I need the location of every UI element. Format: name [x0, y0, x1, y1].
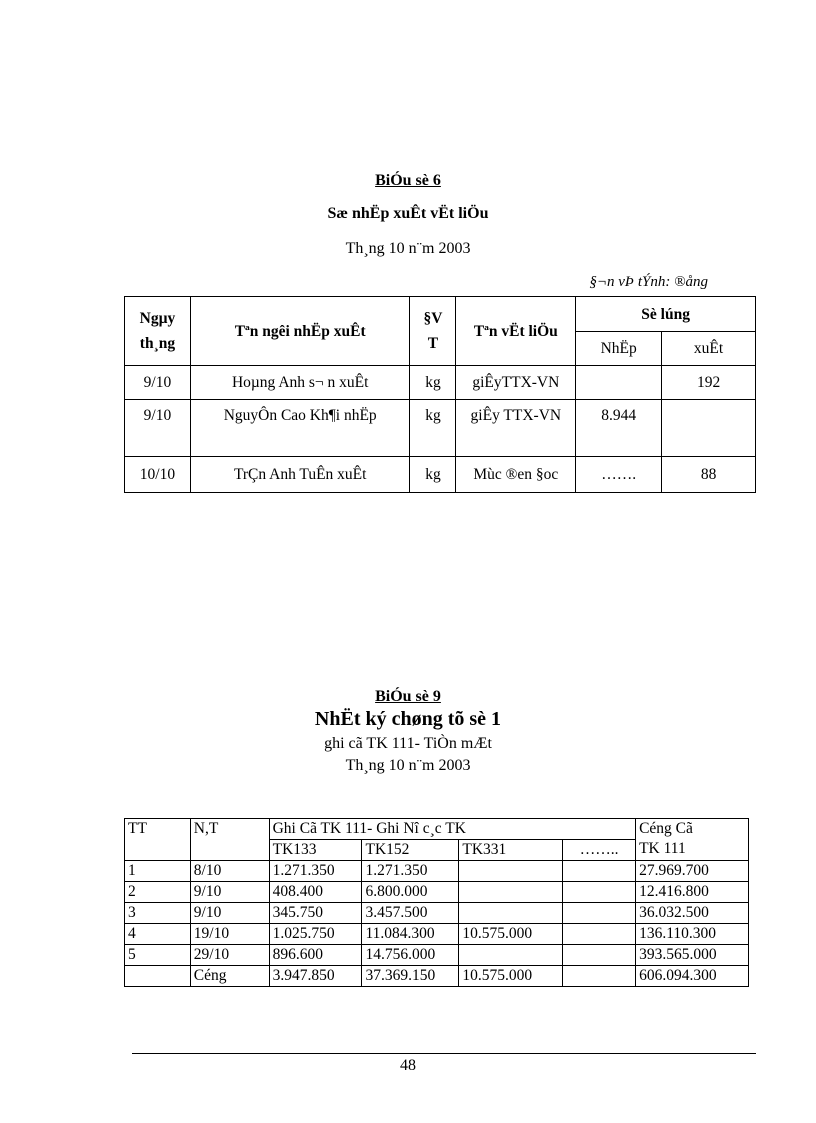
cell-tt: 2 [125, 882, 191, 903]
cell-tk133: 408.400 [269, 882, 362, 903]
cell-nt: 9/10 [190, 903, 269, 924]
cell-tk331 [459, 945, 563, 966]
table-row [125, 945, 749, 966]
cell-other [563, 966, 636, 987]
cell-material: giÊyTTX-VN [456, 366, 576, 400]
cell-other [563, 882, 636, 903]
header-date-line2: th¸ng [139, 335, 176, 352]
header-tk133: TK133 [269, 840, 362, 861]
cell-tt [125, 966, 191, 987]
page-number: 48 [400, 1057, 416, 1074]
cell-tk152: 6.800.000 [362, 882, 459, 903]
cell-export: 192 [662, 366, 756, 400]
header-material: Tªn vËt liÖu [456, 297, 576, 366]
section2-subtitle2: Th¸ng 10 n¨m 2003 [345, 757, 471, 774]
cell-date: 10/10 [125, 457, 191, 493]
cell-unit: kg [410, 457, 456, 493]
cell-person: NguyÔn Cao Kh¶i nhËp [190, 400, 410, 457]
cell-other [563, 861, 636, 882]
cell-tk331 [459, 861, 563, 882]
cell-tt: 1 [125, 861, 191, 882]
cell-tt: 4 [125, 924, 191, 945]
table-row [125, 366, 756, 400]
cell-tk133: 1.271.350 [269, 861, 362, 882]
header-unit-line1: §V [423, 310, 443, 327]
header-quantity: Sè lúng [576, 297, 756, 332]
header-tk331: TK331 [459, 840, 563, 861]
cell-other [563, 924, 636, 945]
cell-tt: 3 [125, 903, 191, 924]
header-tt: TT [125, 819, 191, 861]
cell-total: 36.032.500 [636, 903, 749, 924]
cell-import: ……. [576, 457, 662, 493]
section2-heading: BiÓu sè 9 [375, 688, 441, 705]
section2-subtitle1: ghi cã TK 111- TiÒn mÆt [324, 735, 492, 752]
header-other: …….. [563, 840, 636, 861]
cell-date: 9/10 [125, 400, 191, 457]
cell-date: 9/10 [125, 366, 191, 400]
header-total-line2: TK 111 [639, 840, 686, 857]
cell-person: TrÇn Anh TuÊn xuÊt [190, 457, 410, 493]
footer-divider [132, 1053, 756, 1054]
journal-voucher-table [124, 818, 749, 987]
header-unit-line2: T [427, 335, 439, 352]
header-unit [410, 297, 456, 366]
cell-tk331 [459, 882, 563, 903]
section2-title: NhËt ký chøng tõ sè 1 [314, 708, 502, 730]
table-row [125, 903, 749, 924]
cell-tk331: 10.575.000 [459, 966, 563, 987]
table-row [125, 861, 749, 882]
material-ledger-table [124, 296, 756, 493]
cell-total: 136.110.300 [636, 924, 749, 945]
cell-import [576, 366, 662, 400]
cell-tk133: 896.600 [269, 945, 362, 966]
cell-tk152: 1.271.350 [362, 861, 459, 882]
header-tk152: TK152 [362, 840, 459, 861]
cell-other [563, 903, 636, 924]
cell-nt: 29/10 [190, 945, 269, 966]
table-row [125, 457, 756, 493]
header-import: NhËp [576, 332, 662, 366]
header-total-line1: Céng Cã [639, 820, 693, 837]
cell-export: 88 [662, 457, 756, 493]
cell-other [563, 945, 636, 966]
cell-tt: 5 [125, 945, 191, 966]
cell-material: giÊy TTX-VN [456, 400, 576, 457]
cell-tk152: 3.457.500 [362, 903, 459, 924]
cell-nt: 9/10 [190, 882, 269, 903]
cell-export [662, 400, 756, 457]
table-row [125, 924, 749, 945]
cell-nt: 19/10 [190, 924, 269, 945]
header-group: Ghi Cã TK 111- Ghi Nî c¸c TK [269, 819, 635, 840]
cell-import: 8.944 [576, 400, 662, 457]
cell-tk152: 14.756.000 [362, 945, 459, 966]
cell-material: Mùc ®en §oc [456, 457, 576, 493]
cell-nt: Céng [190, 966, 269, 987]
cell-tk152: 11.084.300 [362, 924, 459, 945]
cell-total: 606.094.300 [636, 966, 749, 987]
cell-tk133: 345.750 [269, 903, 362, 924]
header-date [125, 297, 191, 366]
unit-note: §¬n vÞ tÝnh: ®ång [589, 274, 708, 290]
cell-tk133: 1.025.750 [269, 924, 362, 945]
header-date-line1: Ngµy [139, 310, 176, 327]
section1-subtitle: Th¸ng 10 n¨m 2003 [345, 240, 471, 257]
table-row-total [125, 966, 749, 987]
cell-total: 12.416.800 [636, 882, 749, 903]
cell-tk331 [459, 903, 563, 924]
header-export: xuÊt [662, 332, 756, 366]
cell-tk133: 3.947.850 [269, 966, 362, 987]
section1-title: Sæ nhËp xuÊt vËt liÖu [327, 205, 489, 222]
cell-nt: 8/10 [190, 861, 269, 882]
cell-unit: kg [410, 366, 456, 400]
header-nt: N,T [190, 819, 269, 861]
cell-unit: kg [410, 400, 456, 457]
header-person: Tªn ngêi nhËp xuÊt [190, 297, 410, 366]
cell-total: 393.565.000 [636, 945, 749, 966]
cell-tk331: 10.575.000 [459, 924, 563, 945]
cell-total: 27.969.700 [636, 861, 749, 882]
cell-person: Hoµng Anh s¬ n xuÊt [190, 366, 410, 400]
section1-heading: BiÓu sè 6 [375, 172, 441, 189]
table-row [125, 882, 749, 903]
header-total [636, 819, 749, 861]
table-row [125, 400, 756, 457]
cell-tk152: 37.369.150 [362, 966, 459, 987]
